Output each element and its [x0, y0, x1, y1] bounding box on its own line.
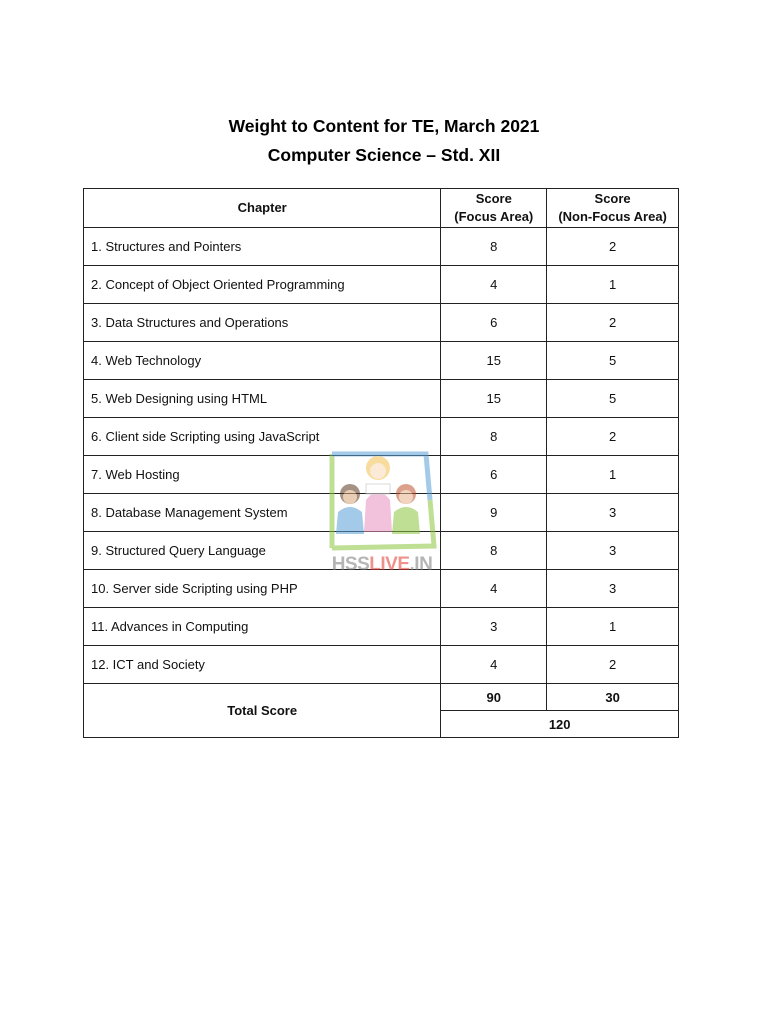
nonfocus-score-cell: 2	[547, 646, 679, 684]
chapter-cell: 7. Web Hosting	[84, 456, 441, 494]
table-header-row	[84, 189, 679, 228]
header-focus-area	[441, 189, 547, 228]
nonfocus-score-cell: 3	[547, 532, 679, 570]
focus-score-cell: 3	[441, 608, 547, 646]
nonfocus-score-cell: 3	[547, 570, 679, 608]
header-focus-line1: Score	[475, 191, 512, 206]
nonfocus-score-cell: 5	[547, 342, 679, 380]
chapter-cell: 11. Advances in Computing	[84, 608, 441, 646]
total-row	[84, 684, 679, 711]
header-chapter: Chapter	[84, 189, 441, 228]
focus-score-cell: 4	[441, 570, 547, 608]
focus-score-cell: 6	[441, 304, 547, 342]
watermark-text-in: .IN	[409, 554, 433, 575]
chapter-cell: 1. Structures and Pointers	[84, 228, 441, 266]
weight-to-content-table	[83, 188, 679, 738]
nonfocus-score-cell: 2	[547, 228, 679, 266]
chapter-cell: 12. ICT and Society	[84, 646, 441, 684]
nonfocus-score-cell: 2	[547, 418, 679, 456]
header-nonfocus-line2: (Non-Focus Area)	[558, 209, 667, 224]
chapter-cell: 5. Web Designing using HTML	[84, 380, 441, 418]
chapter-cell: 8. Database Management System	[84, 494, 441, 532]
table-row	[84, 418, 679, 456]
header-nonfocus-line1: Score	[594, 191, 631, 206]
nonfocus-score-cell: 5	[547, 380, 679, 418]
focus-score-cell: 4	[441, 646, 547, 684]
focus-score-cell: 15	[441, 342, 547, 380]
table-row	[84, 304, 679, 342]
grand-total-score: 120	[441, 711, 679, 738]
table-row	[84, 342, 679, 380]
watermark-text-live: LIVE	[369, 554, 410, 575]
focus-score-cell: 15	[441, 380, 547, 418]
watermark-text-hss: HSS	[331, 554, 370, 575]
total-nonfocus-score: 30	[547, 684, 679, 711]
focus-score-cell: 9	[441, 494, 547, 532]
focus-score-cell: 8	[441, 532, 547, 570]
table-row	[84, 456, 679, 494]
table-row	[84, 228, 679, 266]
chapter-cell: 3. Data Structures and Operations	[84, 304, 441, 342]
title-line-1: Weight to Content for TE, March 2021	[228, 116, 540, 136]
header-focus-line2: (Focus Area)	[454, 209, 534, 224]
nonfocus-score-cell: 1	[547, 266, 679, 304]
chapter-cell: 6. Client side Scripting using JavaScript	[84, 418, 441, 456]
focus-score-cell: 6	[441, 456, 547, 494]
title-line-2: Computer Science – Std. XII	[267, 145, 501, 165]
document-title	[0, 112, 768, 170]
header-non-focus-area	[547, 189, 679, 228]
nonfocus-score-cell: 3	[547, 494, 679, 532]
focus-score-cell: 8	[441, 418, 547, 456]
total-focus-score: 90	[441, 684, 547, 711]
nonfocus-score-cell: 2	[547, 304, 679, 342]
chapter-cell: 4. Web Technology	[84, 342, 441, 380]
table-row	[84, 532, 679, 570]
table-row	[84, 266, 679, 304]
chapter-cell: 10. Server side Scripting using PHP	[84, 570, 441, 608]
chapter-cell: 9. Structured Query Language	[84, 532, 441, 570]
focus-score-cell: 8	[441, 228, 547, 266]
table-row	[84, 380, 679, 418]
table-row	[84, 494, 679, 532]
total-score-label: Total Score	[84, 684, 441, 738]
focus-score-cell: 4	[441, 266, 547, 304]
nonfocus-score-cell: 1	[547, 456, 679, 494]
table-row	[84, 646, 679, 684]
table-row	[84, 608, 679, 646]
nonfocus-score-cell: 1	[547, 608, 679, 646]
table-row	[84, 570, 679, 608]
chapter-cell: 2. Concept of Object Oriented Programming	[84, 266, 441, 304]
